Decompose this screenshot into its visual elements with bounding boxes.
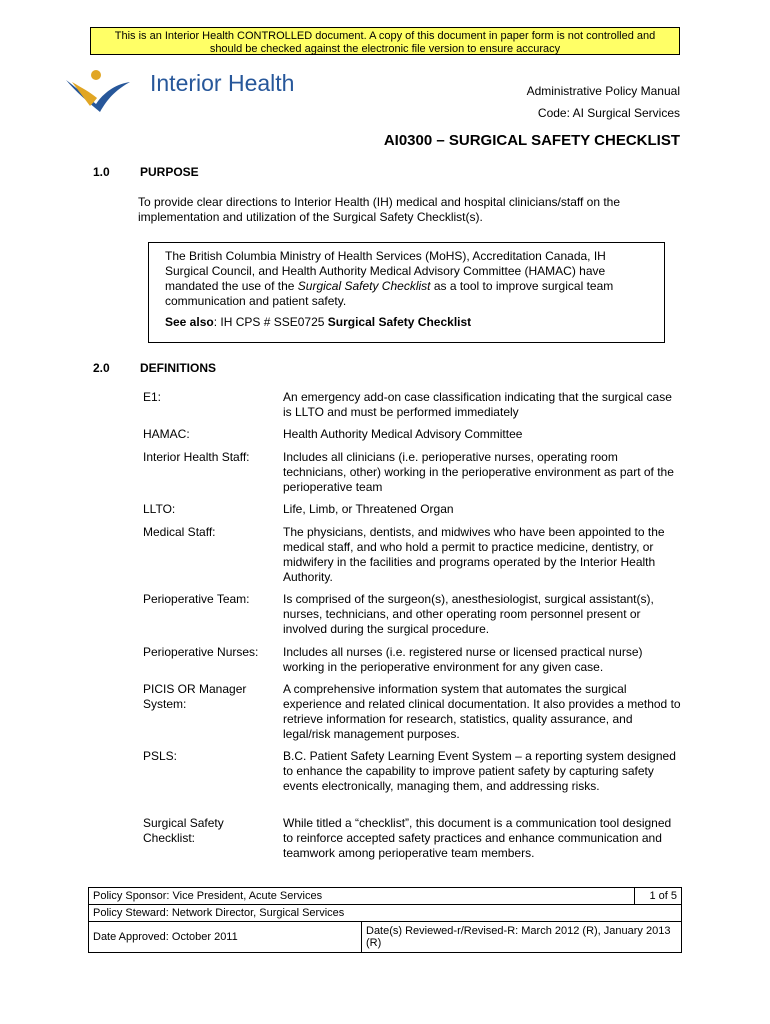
policy-footer-table (88, 887, 682, 953)
mandate-text-part-1: The British Columbia Ministry of Health Services (MoHS), Accreditation Canada, IH Surgical Council, and Health Authority Medical Advisory Committee (HAMAC) have mandated the use of the (165, 249, 606, 293)
mandate-text-part-2: as a tool to improve surgical team communication and patient safety. (165, 279, 614, 308)
def-text-ssc: While titled a “checklist”, this document is a communication tool designed to reinforce accepted safety practices and enhance communication and teamwork among perioperative team members. (283, 816, 672, 860)
def-term-e1: E1: (143, 390, 162, 404)
purpose-text: To provide clear directions to Interior Health (IH) medical and hospital clinicians/staff on the implementation and utilization of the Surgical Safety Checklist(s). (138, 195, 621, 224)
definitions-heading: DEFINITIONS (140, 361, 217, 375)
controlled-document-banner (90, 27, 680, 55)
def-text-medical-staff: The physicians, dentists, and midwives who have been appointed to the medical staff, and who hold a permit to practice medicine, dentistry, or midwifery in the facilities and programs operated by the Interior Health Authority. (283, 525, 665, 584)
date-reviewed: Date(s) Reviewed-r/Revised-R: March 2012 (R), January 2013 (R) (362, 922, 682, 953)
footer-row-sponsor (89, 888, 682, 905)
see-also-label: See also (165, 315, 214, 329)
policy-sponsor: Policy Sponsor: Vice President, Acute Services (89, 888, 635, 905)
banner-line-1: This is an Interior Health CONTROLLED document. A copy of this document in paper form is not controlled and (114, 30, 656, 42)
def-term-perioperative-team: Perioperative Team: (143, 592, 250, 606)
def-text-perioperative-nurses: Includes all nurses (i.e. registered nurse or licensed practical nurse) working in the perioperative environment for any given case. (283, 645, 643, 674)
purpose-heading: PURPOSE (140, 165, 199, 179)
def-text-llto: Life, Limb, or Threatened Organ (283, 502, 454, 516)
def-term-medical-staff: Medical Staff: (143, 525, 216, 539)
page-number: 1 of 5 (635, 888, 682, 905)
def-text-e1: An emergency add-on case classification indicating that the surgical case is LLTO and must be performed immediately (283, 390, 672, 419)
def-term-ih-staff: Interior Health Staff: (143, 450, 250, 464)
def-text-hamac: Health Authority Medical Advisory Committee (283, 427, 523, 441)
def-term-perioperative-nurses: Perioperative Nurses: (143, 645, 259, 659)
see-also-text: : IH CPS # SSE0725 (213, 315, 328, 329)
logo-text: Interior Health (150, 70, 295, 96)
def-term-picis: PICIS OR Manager System: (143, 682, 247, 711)
def-term-hamac: HAMAC: (143, 427, 190, 441)
footer-row-steward (89, 905, 682, 922)
footer-row-dates (89, 922, 682, 953)
purpose-number: 1.0 (93, 165, 110, 179)
policy-steward: Policy Steward: Network Director, Surgical Services (89, 905, 682, 922)
def-term-ssc: Surgical Safety Checklist: (143, 816, 224, 845)
def-text-psls: B.C. Patient Safety Learning Event System – a reporting system designed to enhance the capability to improve patient safety by capturing safety events electronically, managing them, and addressing risks. (283, 749, 676, 793)
def-text-picis: A comprehensive information system that automates the surgical experience and related clinical documentation. It also provides a method to retrieve information for research, statistics, quality assurance, and legal/risk management purposes. (283, 682, 681, 741)
banner-line-2: should be checked against the electronic file version to ensure accuracy (209, 43, 561, 55)
see-also-ref[interactable]: Surgical Safety Checklist (327, 315, 472, 329)
see-also (165, 315, 648, 330)
mandate-text-italic: Surgical Safety Checklist (297, 279, 431, 293)
manual-info (527, 80, 680, 124)
document-title: AI0300 – SURGICAL SAFETY CHECKLIST (383, 132, 680, 149)
definitions-number: 2.0 (93, 361, 110, 375)
manual-code: Code: AI Surgical Services (537, 106, 680, 120)
def-text-perioperative-team: Is comprised of the surgeon(s), anesthesiologist, surgical assistant(s), nurses, technicians, and other operating room personnel present or involved during the surgical procedure. (283, 592, 654, 636)
def-term-llto: LLTO: (143, 502, 176, 516)
mandate-text (165, 249, 648, 309)
logo-swoosh-icon (64, 66, 144, 114)
date-approved: Date Approved: October 2011 (89, 922, 362, 953)
def-text-ih-staff: Includes all clinicians (i.e. perioperative nurses, operating room technicians, other) working in the perioperative environment as part of the perioperative team (283, 450, 674, 494)
def-term-psls: PSLS: (143, 749, 178, 763)
interior-health-logo (64, 66, 324, 116)
manual-name: Administrative Policy Manual (526, 84, 680, 98)
mandate-box (148, 242, 665, 343)
